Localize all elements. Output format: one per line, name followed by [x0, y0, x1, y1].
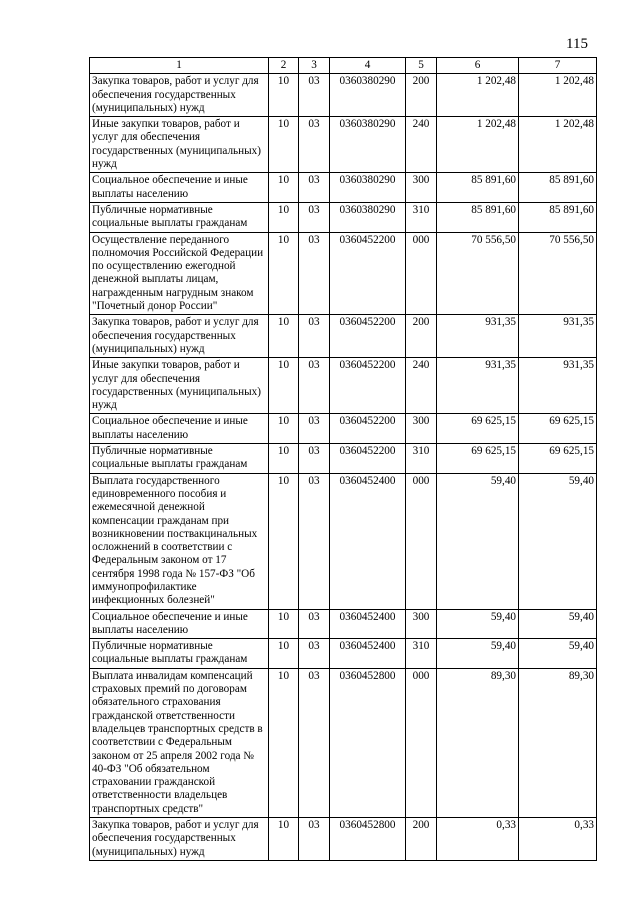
section-code: 10 — [269, 609, 299, 639]
column-header: 6 — [437, 58, 519, 74]
table-row — [90, 173, 597, 203]
amount-col7: 85 891,60 — [519, 202, 597, 232]
column-header: 2 — [269, 58, 299, 74]
table-row — [90, 74, 597, 117]
expense-type-code: 240 — [406, 117, 437, 173]
row-name: Социальное обеспечение и иные выплаты населению — [90, 173, 269, 203]
row-name: Социальное обеспечение и иные выплаты населению — [90, 414, 269, 444]
expense-type-code: 000 — [406, 668, 437, 817]
expense-type-code: 000 — [406, 473, 437, 609]
target-article-code: 0360380290 — [330, 117, 406, 173]
section-code: 10 — [269, 473, 299, 609]
section-code: 10 — [269, 202, 299, 232]
section-code: 10 — [269, 639, 299, 669]
amount-col7: 89,30 — [519, 668, 597, 817]
amount-col7: 69 625,15 — [519, 414, 597, 444]
row-name: Социальное обеспечение и иные выплаты населению — [90, 609, 269, 639]
target-article-code: 0360380290 — [330, 202, 406, 232]
expense-type-code: 300 — [406, 414, 437, 444]
subsection-code: 03 — [299, 473, 330, 609]
table-row — [90, 609, 597, 639]
section-code: 10 — [269, 668, 299, 817]
amount-col7: 59,40 — [519, 639, 597, 669]
amount-col6: 1 202,48 — [437, 74, 519, 117]
amount-col7: 59,40 — [519, 609, 597, 639]
section-code: 10 — [269, 444, 299, 474]
budget-table — [89, 57, 597, 861]
amount-col7: 931,35 — [519, 358, 597, 414]
expense-type-code: 310 — [406, 444, 437, 474]
expense-type-code: 200 — [406, 315, 437, 358]
amount-col7: 0,33 — [519, 818, 597, 861]
target-article-code: 0360452800 — [330, 668, 406, 817]
subsection-code: 03 — [299, 173, 330, 203]
section-code: 10 — [269, 74, 299, 117]
table-row — [90, 414, 597, 444]
header-row — [90, 58, 597, 74]
row-name: Иные закупки товаров, работ и услуг для обеспечения государственных (муниципальных) нужд — [90, 358, 269, 414]
row-name: Выплата государственного единовременного пособия и ежемесячной денежной компенсации гражданам при возникновении поствакцинальных осложнений в соответствии с Федеральным законом от 17 сентября 1998 года № 157-ФЗ "Об иммунопрофилактике инфекционных болезней" — [90, 473, 269, 609]
target-article-code: 0360380290 — [330, 173, 406, 203]
table-row — [90, 668, 597, 817]
target-article-code: 0360452400 — [330, 639, 406, 669]
amount-col7: 85 891,60 — [519, 173, 597, 203]
row-name: Закупка товаров, работ и услуг для обеспечения государственных (муниципальных) нужд — [90, 818, 269, 861]
table-row — [90, 444, 597, 474]
target-article-code: 0360380290 — [330, 74, 406, 117]
target-article-code: 0360452800 — [330, 818, 406, 861]
expense-type-code: 200 — [406, 818, 437, 861]
amount-col7: 1 202,48 — [519, 117, 597, 173]
amount-col6: 59,40 — [437, 609, 519, 639]
amount-col6: 69 625,15 — [437, 444, 519, 474]
amount-col7: 1 202,48 — [519, 74, 597, 117]
section-code: 10 — [269, 818, 299, 861]
target-article-code: 0360452200 — [330, 232, 406, 315]
amount-col7: 70 556,50 — [519, 232, 597, 315]
section-code: 10 — [269, 117, 299, 173]
subsection-code: 03 — [299, 358, 330, 414]
table-row — [90, 473, 597, 609]
expense-type-code: 300 — [406, 173, 437, 203]
row-name: Публичные нормативные социальные выплаты гражданам — [90, 444, 269, 474]
subsection-code: 03 — [299, 818, 330, 861]
subsection-code: 03 — [299, 668, 330, 817]
table-row — [90, 117, 597, 173]
subsection-code: 03 — [299, 232, 330, 315]
target-article-code: 0360452400 — [330, 473, 406, 609]
table-row — [90, 232, 597, 315]
subsection-code: 03 — [299, 639, 330, 669]
amount-col6: 931,35 — [437, 315, 519, 358]
amount-col6: 89,30 — [437, 668, 519, 817]
row-name: Иные закупки товаров, работ и услуг для обеспечения государственных (муниципальных) нужд — [90, 117, 269, 173]
amount-col6: 0,33 — [437, 818, 519, 861]
section-code: 10 — [269, 414, 299, 444]
amount-col6: 69 625,15 — [437, 414, 519, 444]
expense-type-code: 200 — [406, 74, 437, 117]
column-header: 3 — [299, 58, 330, 74]
subsection-code: 03 — [299, 74, 330, 117]
subsection-code: 03 — [299, 444, 330, 474]
expense-type-code: 000 — [406, 232, 437, 315]
row-name: Публичные нормативные социальные выплаты гражданам — [90, 202, 269, 232]
table-row — [90, 639, 597, 669]
subsection-code: 03 — [299, 609, 330, 639]
expense-type-code: 310 — [406, 639, 437, 669]
column-header: 5 — [406, 58, 437, 74]
target-article-code: 0360452200 — [330, 414, 406, 444]
amount-col6: 59,40 — [437, 639, 519, 669]
section-code: 10 — [269, 358, 299, 414]
table-row — [90, 315, 597, 358]
amount-col6: 70 556,50 — [437, 232, 519, 315]
row-name: Закупка товаров, работ и услуг для обеспечения государственных (муниципальных) нужд — [90, 315, 269, 358]
row-name: Осуществление переданного полномочия Российской Федерации по осуществлению ежегодной денежной выплаты лицам, награжденным нагрудным знаком "Почетный донор России" — [90, 232, 269, 315]
table-row — [90, 818, 597, 861]
amount-col6: 85 891,60 — [437, 173, 519, 203]
column-header: 4 — [330, 58, 406, 74]
target-article-code: 0360452200 — [330, 444, 406, 474]
subsection-code: 03 — [299, 202, 330, 232]
subsection-code: 03 — [299, 315, 330, 358]
page-number: 115 — [566, 36, 588, 52]
target-article-code: 0360452400 — [330, 609, 406, 639]
section-code: 10 — [269, 315, 299, 358]
expense-type-code: 310 — [406, 202, 437, 232]
amount-col6: 59,40 — [437, 473, 519, 609]
row-name: Выплата инвалидам компенсаций страховых премий по договорам обязательного страхования гражданской ответственности владельцев транспортных средств в соответствии с Федеральным законом от 25 апреля 2002 года № 40-ФЗ "Об обязательном страховании гражданской ответственности владельцев транспортных средств" — [90, 668, 269, 817]
table-row — [90, 358, 597, 414]
amount-col7: 931,35 — [519, 315, 597, 358]
subsection-code: 03 — [299, 414, 330, 444]
subsection-code: 03 — [299, 117, 330, 173]
section-code: 10 — [269, 232, 299, 315]
target-article-code: 0360452200 — [330, 315, 406, 358]
target-article-code: 0360452200 — [330, 358, 406, 414]
amount-col6: 85 891,60 — [437, 202, 519, 232]
column-header: 7 — [519, 58, 597, 74]
expense-type-code: 300 — [406, 609, 437, 639]
amount-col6: 1 202,48 — [437, 117, 519, 173]
row-name: Публичные нормативные социальные выплаты гражданам — [90, 639, 269, 669]
expense-type-code: 240 — [406, 358, 437, 414]
table-row — [90, 202, 597, 232]
column-header: 1 — [90, 58, 269, 74]
section-code: 10 — [269, 173, 299, 203]
amount-col7: 59,40 — [519, 473, 597, 609]
amount-col6: 931,35 — [437, 358, 519, 414]
amount-col7: 69 625,15 — [519, 444, 597, 474]
row-name: Закупка товаров, работ и услуг для обеспечения государственных (муниципальных) нужд — [90, 74, 269, 117]
